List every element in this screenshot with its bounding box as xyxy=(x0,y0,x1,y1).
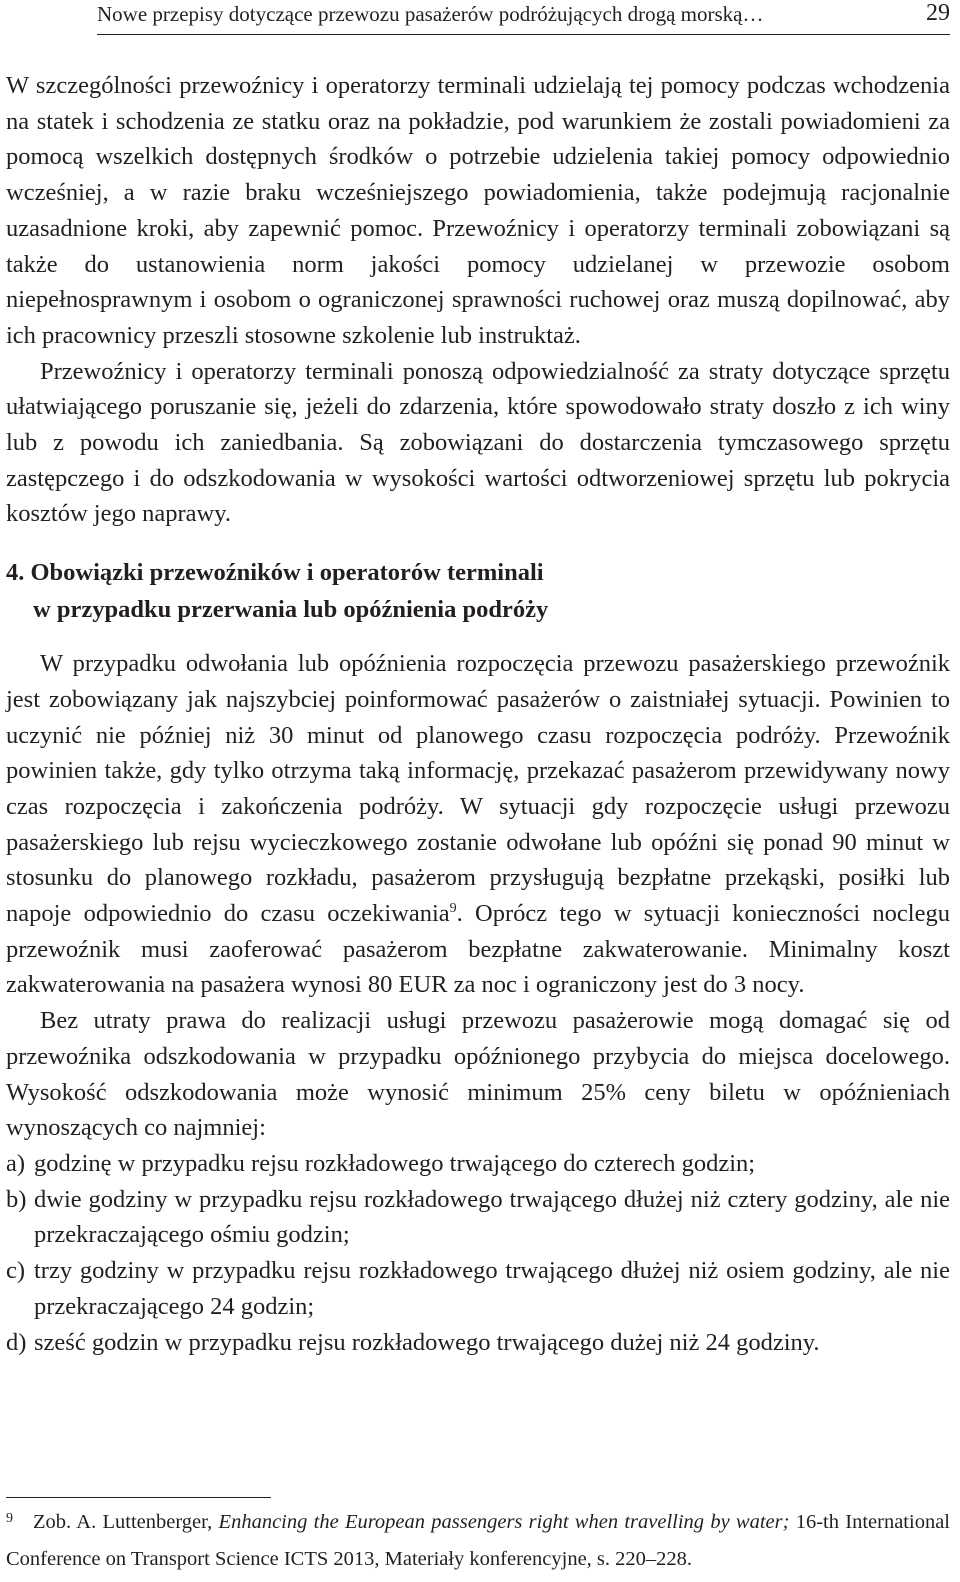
running-head: Nowe przepisy dotyczące przewozu pasażerów podróżujących drogą morską… xyxy=(97,2,764,26)
footnote-reference: 9 xyxy=(449,900,457,916)
list-item xyxy=(6,1146,950,1182)
body-text xyxy=(6,68,950,1360)
list-marker: d) xyxy=(6,1328,27,1356)
list-item xyxy=(6,1182,950,1253)
section-heading-line-1: 4. Obowiązki przewoźników i operatorów terminali xyxy=(6,559,544,587)
paragraph-3-part-1: W przypadku odwołania lub opóźnienia rozpoczęcia przewozu pasażerskiego przewoźnik jest zobowiązany jak najszybciej poinformować pasażerów o zaistniałej sytuacji. Powinien to uczynić nie później niż 30 minut od planowego czasu rozpoczęcia podróży. Przewoźnik powinien także, gdy tylko otrzyma taką informację, przekazać pasażerom przewidywany nowy czas rozpoczęcia i zakończenia podróży. W sytuacji gdy rozpoczęcie usługi przewozu pasażerskiego lub rejsu wycieczkowego zostanie odwołane lub opóźni się ponad 90 minut w stosunku do planowego rozkładu, pasażerom przysługują bezpłatne przekąski, posiłki lub napoje odpowiednio do czasu oczekiwania xyxy=(6,650,950,928)
footnote-cited-title: Enhancing the European passengers right when travelling by water; xyxy=(218,1511,790,1533)
footnote xyxy=(6,1505,950,1576)
footnote-suffix: 16-th International Conference on Transport Science ICTS 2013, Materiały konferencyjne, s. 220–228. xyxy=(6,1511,950,1570)
list-item-text: godzinę w przypadku rejsu rozkładowego trwającego do czterech godzin; xyxy=(34,1149,756,1177)
paragraph-4: Bez utraty prawa do realizacji usługi przewozu pasażerowie mogą domagać się od przewoźnika odszkodowania w przypadku opóźnionego przybycia do miejsca docelowego. Wysokość odszkodowania może wynosić minimum 25% ceny biletu w opóźnieniach wynoszących co najmniej: xyxy=(6,1007,950,1142)
delay-list xyxy=(6,1146,950,1360)
footnote-number: 9 xyxy=(6,1511,13,1526)
footnote-prefix: Zob. A. Luttenberger, xyxy=(33,1511,219,1533)
list-item-text: dwie godziny w przypadku rejsu rozkładowego trwającego dłużej niż cztery godziny, ale nie przekraczającego ośmiu godzin; xyxy=(34,1185,950,1249)
section-heading xyxy=(6,554,950,628)
page-number: 29 xyxy=(926,0,950,26)
footnotes xyxy=(6,1505,950,1576)
list-item-text: trzy godziny w przypadku rejsu rozkładowego trwającego dłużej niż osiem godziny, ale nie przekraczającego 24 godzin; xyxy=(34,1257,950,1320)
list-marker: a) xyxy=(6,1149,26,1177)
paragraph-2: Przewoźnicy i operatorzy terminali ponoszą odpowiedzialność za straty dotyczące sprzętu ułatwiającego poruszanie się, jeżeli do zdarzenia, które spowodowało straty doszło z ich winy lub z powodu ich zaniedbania. Są zobowiązani do dostarczenia tymczasowego sprzętu zastępczego i do odszkodowania w wysokości wartości odtworzeniowej sprzętu lub pokrycia kosztów jego naprawy. xyxy=(6,357,950,528)
list-item xyxy=(6,1325,950,1361)
section-heading-line-2: w przypadku przerwania lub opóźnienia podróży xyxy=(33,596,549,624)
list-marker: b) xyxy=(6,1185,27,1213)
list-item-text: sześć godzin w przypadku rejsu rozkładowego trwającego dużej niż 24 godziny. xyxy=(34,1328,820,1356)
footnote-divider xyxy=(6,1497,271,1498)
list-marker: c) xyxy=(6,1257,26,1285)
paragraph-3 xyxy=(6,646,950,1003)
list-item xyxy=(6,1253,950,1324)
paragraph-1: W szczególności przewoźnicy i operatorzy terminali udzielają tej pomocy podczas wchodzenia na statek i schodzenia ze statku oraz na pokładzie, pod warunkiem że zostali powiadomieni za pomocą wszelkich dostępnych środków o potrzebie udzielenia takiej pomocy odpowiednio wcześniej, a w razie braku wcześniejszego powiadomienia, także podejmują racjonalnie uzasadnione kroki, aby zapewnić pomoc. Przewoźnicy i operatorzy terminali zobowiązani są także do ustanowienia norm jakości pomocy udzielanej w przewozie osobom niepełnosprawnym i osobom o ograniczonej sprawności ruchowej oraz muszą dopilnować, aby ich pracownicy przeszli stosowne szkolenie lub instruktaż. xyxy=(6,72,950,349)
paragraph-3-part-2: . Oprócz tego w sytuacji konieczności noclegu przewoźnik musi zaoferować pasażerom bezpłatne zakwaterowanie. Minimalny koszt zakwaterowania na pasażera wynosi 80 EUR za noc i ograniczony jest do 3 nocy. xyxy=(6,900,950,999)
page-header xyxy=(97,0,950,35)
